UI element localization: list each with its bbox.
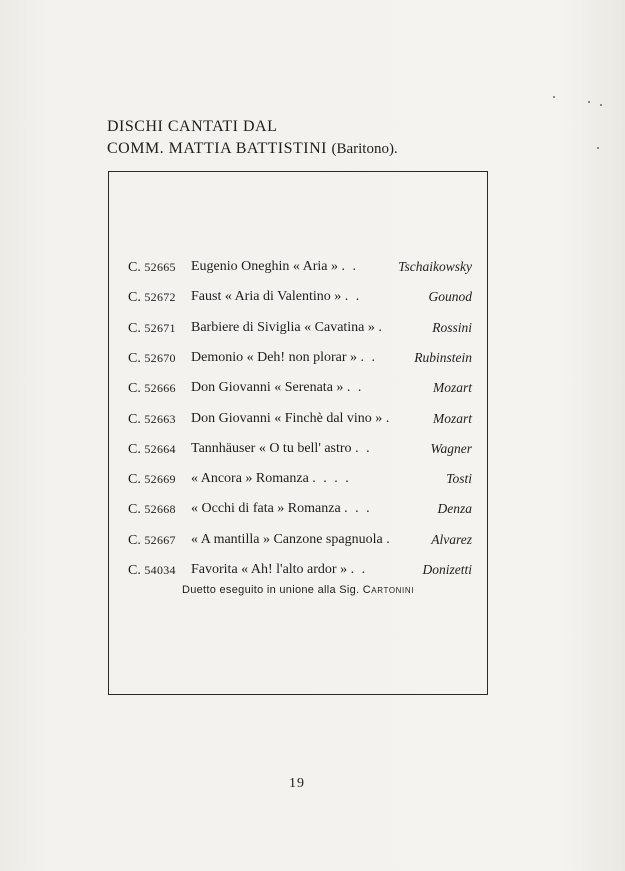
record-row [128, 287, 472, 307]
composer-name: Tosti [446, 471, 472, 487]
paper-speck [588, 101, 590, 103]
catalog-number [128, 318, 176, 339]
record-row [128, 348, 472, 368]
leader-dots: . . [355, 440, 372, 456]
record-row [128, 530, 472, 550]
catalog-number [128, 287, 176, 308]
catalog-digits: 52670 [144, 350, 176, 365]
leader-dots: . [386, 531, 392, 547]
leader-dots: . . [341, 259, 358, 274]
composer-name: Rossini [432, 319, 472, 335]
catalog-number [128, 560, 176, 581]
leader-dots: . . [346, 380, 364, 396]
catalog-digits: 52663 [144, 411, 176, 426]
composer-name: Tschaikowsky [398, 259, 472, 274]
catalog-digits: 52667 [144, 532, 176, 547]
catalog-number [128, 257, 176, 278]
catalog-prefix: C. [128, 502, 141, 518]
record-title [191, 439, 372, 459]
catalog-number [128, 348, 176, 369]
composer-name: Donizetti [422, 562, 472, 577]
record-title-text: Demonio « Deh! non plorar » [191, 349, 358, 365]
record-row [128, 560, 472, 580]
composer-name: Rubinstein [414, 349, 472, 365]
header-line-1: DISCHI CANTATI DAL [107, 118, 278, 135]
catalog-prefix: C. [128, 260, 141, 275]
page-header [107, 116, 398, 160]
composer-name: Mozart [432, 410, 472, 426]
leader-dots: . [378, 319, 384, 335]
catalog-number [128, 439, 176, 460]
record-title-text: Don Giovanni « Serenata » [191, 380, 344, 396]
composer-name: Gounod [428, 289, 472, 305]
record-title-text: Barbiere di Siviglia « Cavatina » [191, 319, 375, 335]
record-title-text: Tannhäuser « O tu bell' astro [191, 440, 352, 456]
catalog-prefix: C. [128, 320, 141, 336]
catalog-number [128, 530, 176, 551]
page-number: 19 [289, 776, 305, 791]
record-title [191, 499, 372, 519]
catalog-prefix: C. [128, 350, 141, 366]
header-singer: COMM. MATTIA BATTISTINI [107, 140, 327, 157]
record-title [191, 318, 384, 338]
record-row [128, 499, 472, 519]
record-title [191, 560, 367, 580]
catalog-digits: 52668 [144, 502, 176, 517]
catalog-digits: 54034 [144, 563, 176, 577]
catalog-prefix: C. [128, 290, 141, 306]
duet-note [108, 584, 488, 596]
record-title [191, 378, 363, 398]
record-title-text: Faust « Aria di Valentino » [191, 289, 342, 305]
record-title-text: Don Giovanni « Finchè dal vino » [191, 410, 383, 426]
catalog-digits: 52664 [144, 441, 176, 456]
leader-dots: . [385, 410, 392, 426]
paper-speck [553, 96, 555, 98]
record-title-text: Eugenio Oneghin « Aria » [191, 259, 338, 274]
catalog-digits: 52671 [144, 320, 176, 335]
catalog-number [128, 499, 176, 520]
record-row [128, 469, 472, 489]
leader-dots: . . . [344, 501, 372, 517]
record-title [191, 257, 358, 277]
composer-name: Alvarez [431, 531, 472, 547]
record-title [191, 530, 392, 550]
record-row [128, 318, 472, 338]
record-title-text: « A mantilla » Canzone spagnuola [191, 531, 383, 547]
catalog-prefix: C. [128, 563, 141, 578]
composer-name: Denza [437, 501, 472, 517]
leader-dots: . . [360, 349, 378, 365]
catalog-number [128, 378, 176, 399]
record-title-text: « Occhi di fata » Romanza [191, 501, 341, 517]
catalog-prefix: C. [128, 441, 141, 457]
duet-partner-name: Cartonini [362, 584, 415, 596]
header-line-2 [107, 138, 398, 160]
catalog-number [128, 409, 176, 430]
record-row [128, 257, 472, 277]
catalog-digits: 52672 [144, 290, 176, 305]
composer-name: Wagner [430, 440, 472, 456]
catalog-digits: 52669 [144, 472, 176, 487]
record-title [191, 348, 377, 368]
composer-name: Mozart [432, 380, 472, 396]
record-title [191, 287, 361, 307]
leader-dots: . . [350, 562, 368, 577]
records-frame [108, 171, 488, 695]
catalog-digits: 52665 [144, 260, 176, 274]
catalog-prefix: C. [128, 532, 141, 548]
record-title-text: Favorita « Ah! l'alto ardor » [191, 562, 348, 577]
catalog-prefix: C. [128, 381, 141, 397]
duet-note-text: Duetto eseguito in unione alla Sig. [181, 584, 360, 596]
catalog-prefix: C. [128, 472, 141, 488]
paper-speck [600, 104, 602, 106]
catalog-number [128, 469, 176, 490]
record-title [191, 469, 351, 489]
leader-dots: . . [344, 289, 362, 305]
leader-dots: . . . . [312, 471, 351, 487]
catalog-digits: 52666 [144, 381, 176, 396]
record-title-text: « Ancora » Romanza [191, 471, 309, 487]
record-row [128, 409, 472, 429]
catalog-prefix: C. [128, 411, 141, 427]
header-voice-type: (Baritono). [331, 141, 398, 157]
record-row [128, 378, 472, 398]
paper-speck [597, 147, 599, 149]
record-title [191, 409, 391, 429]
record-row [128, 439, 472, 459]
